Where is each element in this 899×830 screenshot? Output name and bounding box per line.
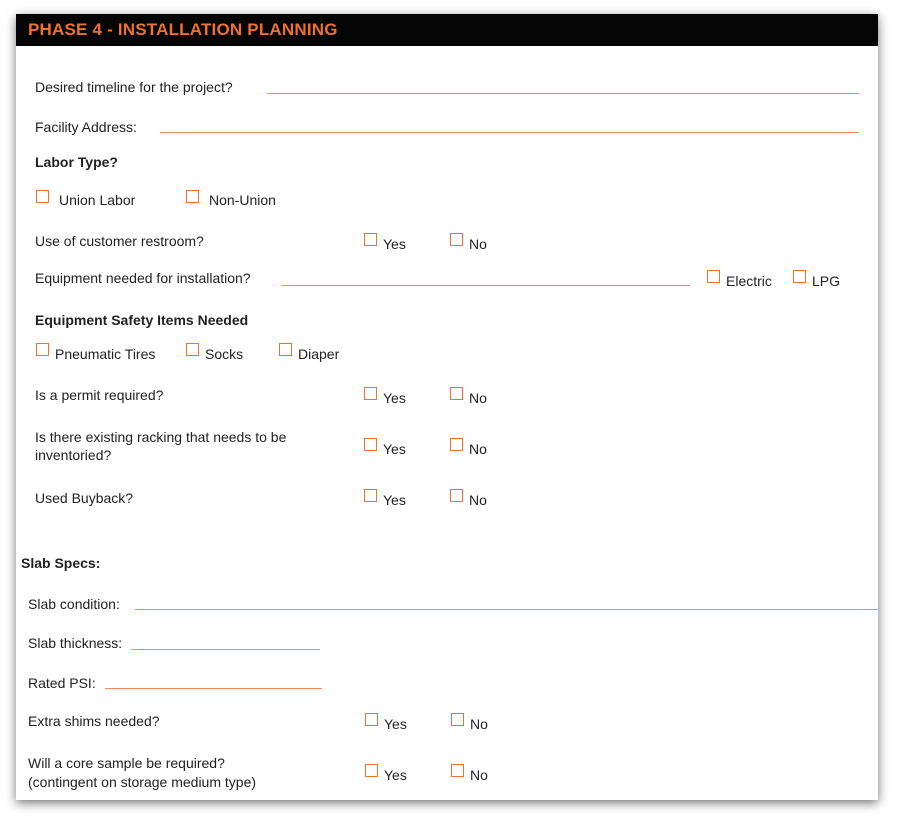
union-labor-label: Union Labor [59,192,136,208]
slab-thickness-label: Slab thickness: [28,635,123,651]
rated-psi-label: Rated PSI: [28,675,96,691]
section-title: PHASE 4 - INSTALLATION PLANNING [28,20,338,39]
pneumatic-tires-checkbox[interactable] [36,343,49,356]
form-sheet [16,14,878,800]
permit-yes-checkbox[interactable] [364,387,377,400]
slab-specs-heading: Slab Specs: [21,555,101,571]
pneumatic-tires-label: Pneumatic Tires [55,346,156,362]
restroom-no-checkbox[interactable] [450,233,463,246]
core-sample-label-line1: Will a core sample be required? [28,755,225,771]
shims-no-checkbox[interactable] [451,713,464,726]
diaper-checkbox[interactable] [279,343,292,356]
core-sample-yes-checkbox[interactable] [365,764,378,777]
timeline-input-line[interactable] [267,93,859,94]
diaper-label: Diaper [298,346,340,362]
restroom-no-label: No [469,236,487,252]
racking-label-line1: Is there existing racking that needs to be [35,429,287,445]
permit-no-label: No [469,390,487,406]
racking-yes-label: Yes [383,441,406,457]
core-sample-yes-label: Yes [384,767,407,783]
union-labor-checkbox[interactable] [36,190,49,203]
buyback-no-label: No [469,492,487,508]
buyback-yes-checkbox[interactable] [364,489,377,502]
timeline-label: Desired timeline for the project? [35,79,233,95]
non-union-label: Non-Union [209,192,276,208]
slab-condition-label: Slab condition: [28,596,120,612]
shims-yes-label: Yes [384,716,407,732]
permit-yes-label: Yes [383,390,406,406]
electric-checkbox[interactable] [707,270,720,283]
facility-address-input-line[interactable] [160,132,859,133]
shims-yes-checkbox[interactable] [365,713,378,726]
labor-type-heading: Labor Type? [35,154,118,170]
racking-no-checkbox[interactable] [450,438,463,451]
socks-checkbox[interactable] [186,343,199,356]
safety-items-heading: Equipment Safety Items Needed [35,312,249,328]
restroom-yes-label: Yes [383,236,406,252]
shims-label: Extra shims needed? [28,713,160,729]
lpg-checkbox[interactable] [793,270,806,283]
socks-label: Socks [205,346,244,362]
equipment-needed-input-line[interactable] [281,285,690,286]
non-union-checkbox[interactable] [186,190,199,203]
racking-yes-checkbox[interactable] [364,438,377,451]
slab-condition-input-line[interactable] [135,609,878,610]
restroom-label: Use of customer restroom? [35,233,204,249]
permit-label: Is a permit required? [35,387,164,403]
lpg-label: LPG [812,273,841,289]
shims-no-label: No [470,716,488,732]
racking-label-line2: inventoried? [35,447,112,463]
section-header [16,14,878,46]
racking-no-label: No [469,441,487,457]
electric-label: Electric [726,273,772,289]
slab-thickness-input-line[interactable] [131,649,320,650]
core-sample-no-checkbox[interactable] [451,764,464,777]
buyback-yes-label: Yes [383,492,406,508]
core-sample-label-line2: (contingent on storage medium type) [28,774,257,790]
restroom-yes-checkbox[interactable] [364,233,377,246]
permit-no-checkbox[interactable] [450,387,463,400]
buyback-label: Used Buyback? [35,490,134,506]
rated-psi-input-line[interactable] [105,688,322,689]
buyback-no-checkbox[interactable] [450,489,463,502]
core-sample-no-label: No [470,767,488,783]
facility-address-label: Facility Address: [35,119,137,135]
equipment-needed-label: Equipment needed for installation? [35,270,251,286]
